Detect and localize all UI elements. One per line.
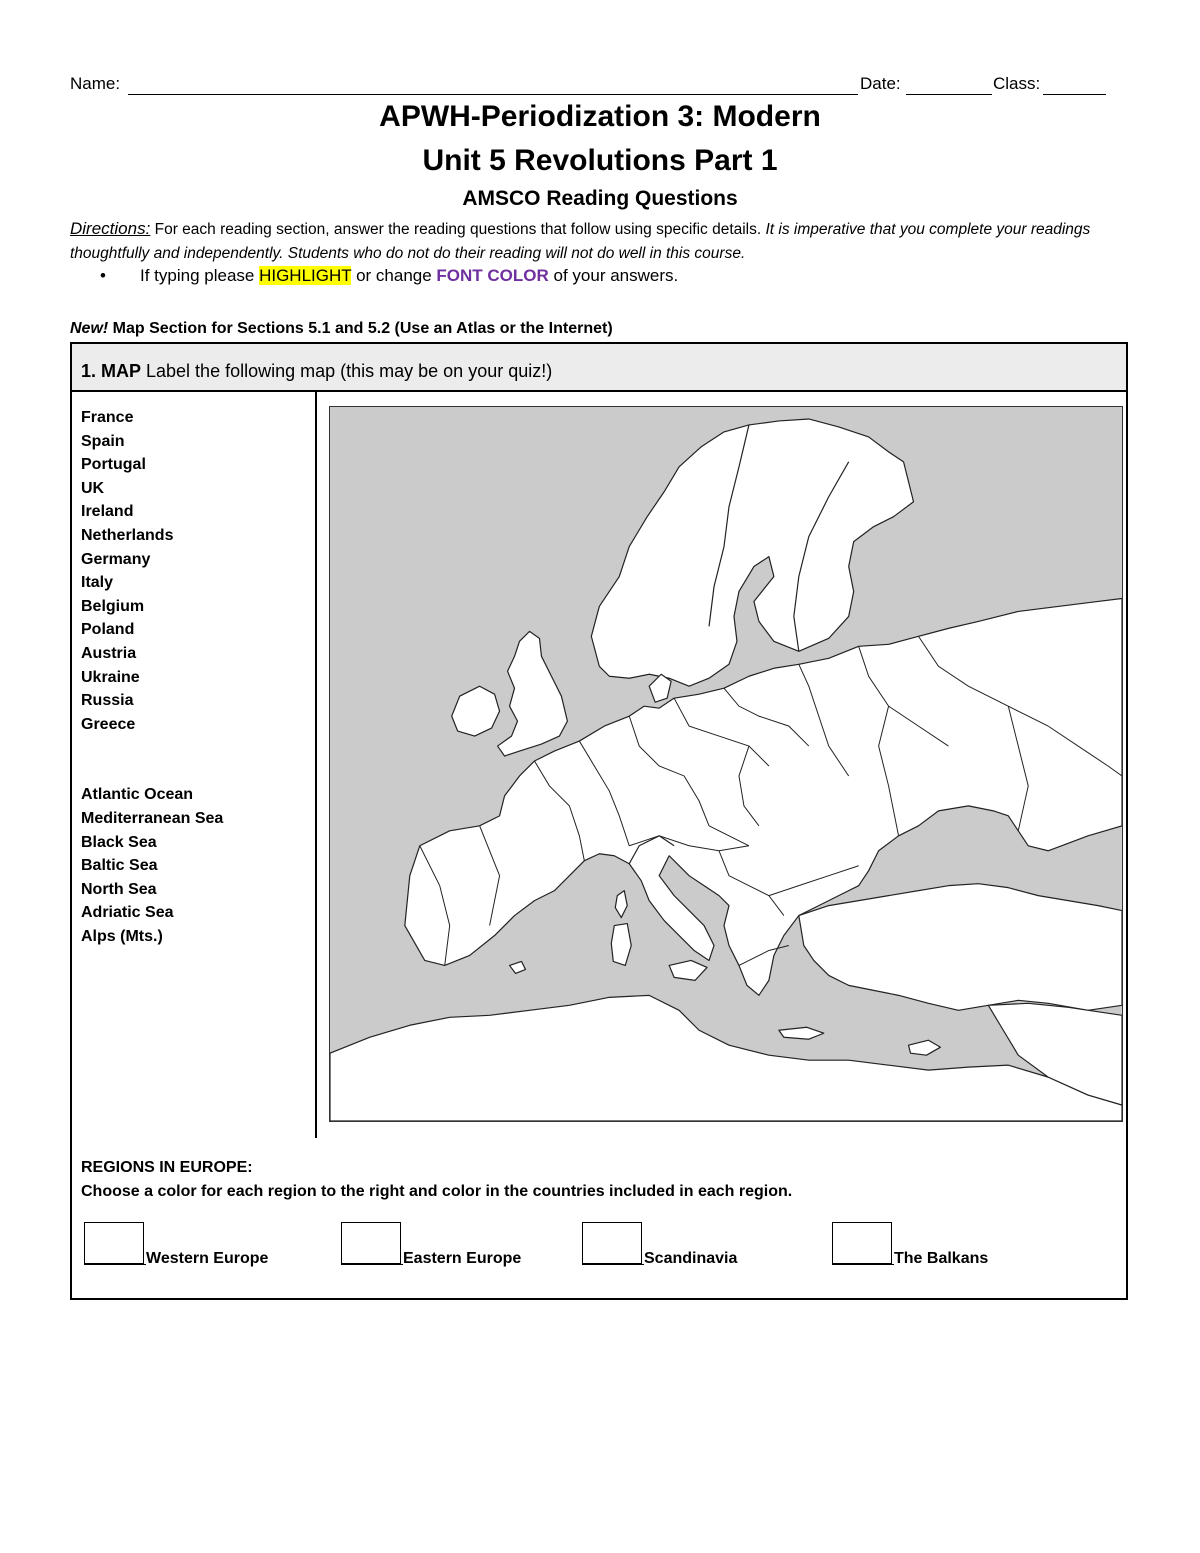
header-fields	[70, 74, 1106, 98]
label-feature: Alps (Mts.)	[81, 927, 163, 945]
label-feature: Mediterranean Sea	[81, 809, 224, 827]
color-swatch-scandinavia[interactable]	[582, 1222, 642, 1264]
label-country: Belgium	[81, 597, 145, 615]
swatch-baseline	[84, 1264, 146, 1265]
region-label: Scandinavia	[644, 1250, 738, 1267]
label-country: Netherlands	[81, 526, 174, 544]
label-list	[81, 406, 311, 948]
label-country: France	[81, 409, 134, 426]
bullet-suffix: of your answers.	[548, 266, 679, 285]
island-crete	[779, 1027, 824, 1039]
swatch-baseline	[832, 1264, 894, 1265]
class-field[interactable]	[1043, 94, 1106, 95]
label-country: Russia	[81, 692, 134, 710]
label-country: Germany	[81, 550, 151, 568]
directions-text	[70, 217, 1130, 266]
region-label: The Balkans	[894, 1250, 989, 1267]
typing-instruction	[100, 266, 678, 286]
name-label: Name:	[70, 74, 121, 93]
island-sardinia	[611, 924, 631, 966]
label-feature: Adriatic Sea	[81, 904, 174, 922]
column-divider	[315, 392, 317, 1138]
swatch-baseline	[582, 1264, 644, 1265]
region-label: Eastern Europe	[403, 1250, 522, 1267]
anatolia-landmass	[799, 884, 1122, 1011]
date-field[interactable]	[906, 94, 992, 95]
bullet-middle: or change	[351, 266, 437, 285]
label-feature: Atlantic Ocean	[81, 786, 194, 804]
europe-map-svg	[330, 407, 1122, 1121]
label-feature: North Sea	[81, 880, 157, 898]
directions-warning: It is imperative that you complete your readings thoughtfully and independently. Students who do not do their reading will not do well in this course.	[70, 221, 1091, 262]
swatch-baseline	[341, 1264, 403, 1265]
color-swatch-western-europe[interactable]	[84, 1222, 144, 1264]
island-corsica	[615, 891, 627, 918]
label-feature: Baltic Sea	[81, 857, 158, 875]
label-country: Greece	[81, 715, 136, 733]
map-question-header	[72, 344, 1126, 392]
map-section-heading	[70, 320, 613, 338]
map-question-box	[70, 342, 1128, 1300]
question-number: 1. MAP	[81, 361, 142, 381]
island-cyprus	[909, 1040, 941, 1055]
font-color-word: FONT COLOR	[436, 266, 549, 285]
name-field[interactable]	[128, 94, 858, 95]
label-feature: Black Sea	[81, 833, 157, 851]
label-country: UK	[81, 479, 105, 497]
directions-label: Directions:	[70, 219, 151, 238]
label-country: Portugal	[81, 456, 146, 474]
regions-instruction: Choose a color for each region to the right and color in the countries included in each region.	[81, 1183, 793, 1200]
date-label: Date:	[860, 74, 901, 93]
new-label: New!	[70, 320, 109, 337]
directions-body: For each reading section, answer the reading questions that follow using specific details.	[150, 221, 766, 238]
map-section-text: Map Section for Sections 5.1 and 5.2 (Use an Atlas or the Internet)	[108, 320, 613, 337]
color-swatch-eastern-europe[interactable]	[341, 1222, 401, 1264]
label-country: Poland	[81, 621, 135, 639]
regions-title: REGIONS IN EUROPE:	[81, 1159, 253, 1176]
class-label: Class:	[993, 74, 1041, 93]
label-country: Italy	[81, 574, 114, 592]
page-section-title: AMSCO Reading Questions	[462, 187, 738, 210]
list-spacer	[81, 736, 311, 783]
label-country: Ireland	[81, 503, 134, 521]
europe-outline-map[interactable]	[329, 406, 1123, 1122]
highlight-word: HIGHLIGHT	[259, 266, 352, 285]
region-label: Western Europe	[146, 1250, 269, 1267]
label-country: Spain	[81, 432, 125, 450]
page-subtitle: Unit 5 Revolutions Part 1	[422, 144, 778, 177]
question-title: Label the following map (this may be on your quiz!)	[141, 361, 553, 381]
uk-landmass	[498, 631, 568, 756]
page-title: APWH-Periodization 3: Modern	[379, 100, 821, 133]
regions-section	[81, 1156, 792, 1204]
color-swatch-balkans[interactable]	[832, 1222, 892, 1264]
label-country: Ukraine	[81, 668, 140, 686]
island-denmark	[649, 674, 671, 702]
island-balearic	[510, 961, 526, 973]
island-sicily	[669, 960, 707, 980]
ireland-landmass	[452, 686, 500, 736]
label-country: Austria	[81, 644, 137, 662]
bullet-icon: •	[100, 266, 106, 285]
bullet-prefix: If typing please	[140, 266, 260, 285]
